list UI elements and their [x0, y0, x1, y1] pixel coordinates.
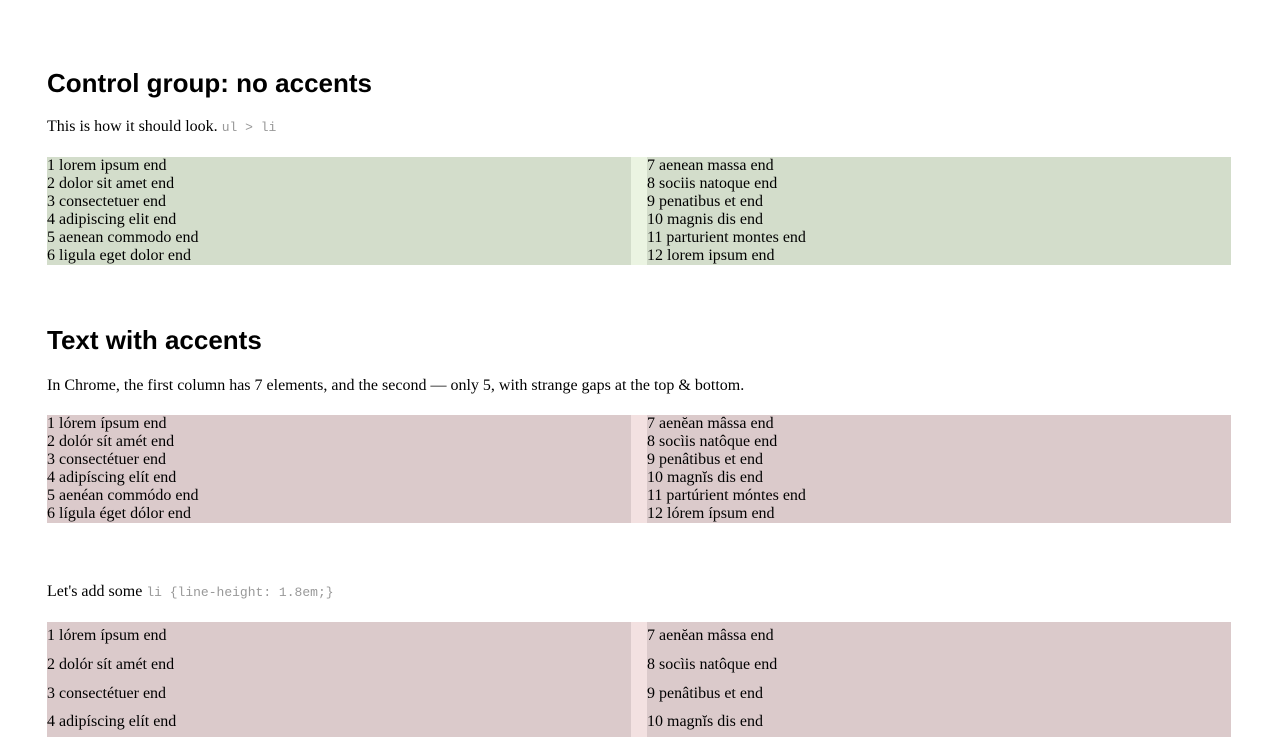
line-height-section [47, 523, 1231, 737]
accents-description: In Chrome, the first column has 7 elements, and the second — only 5, with strange gaps at the top & bottom. [47, 377, 745, 394]
list-item: 5 aenéan commódo end [47, 487, 199, 504]
column-gap [631, 157, 647, 265]
list-item: 4 adipíscing elít end [47, 469, 177, 486]
list-item: 3 consectetuer end [47, 193, 167, 210]
list-item: 2 dolór sít amét end [47, 655, 175, 673]
control-columns [47, 157, 1231, 265]
accents-column-1 [47, 415, 631, 523]
list-item: 1 lorem ipsum end [47, 157, 167, 174]
list-item: 10 magnis dis end [647, 211, 763, 228]
control-group-description [47, 117, 1231, 138]
list-item: 2 dolór sít amét end [47, 433, 175, 450]
list-item: 4 adipíscing elít end [47, 713, 177, 731]
list-item: 9 penâtibus et end [647, 451, 763, 468]
list-item: 9 penatibus et end [647, 193, 763, 210]
list-item: 4 adipiscing elit end [47, 211, 177, 228]
list-item: 7 aenĕan mâssa end [647, 627, 774, 644]
control-code-snippet: ul > li [221, 120, 277, 135]
list-item: 11 partúrient móntes end [647, 487, 806, 504]
accents-heading: Text with accents [47, 325, 262, 355]
list-item: 6 ligula eget dolor end [47, 247, 191, 264]
accents-column-2 [647, 415, 1231, 523]
column-gap [631, 415, 647, 523]
list-item: 8 socìis natôque end [647, 433, 778, 450]
list-item: 10 magnĭs dis end [647, 713, 763, 731]
list-item: 11 parturient montes end [647, 229, 806, 246]
control-column-2 [647, 157, 1231, 265]
list-item: 9 penâtibus et end [647, 684, 763, 702]
list-item: 12 lorem ipsum end [647, 247, 775, 264]
list-item: 8 socìis natôque end [647, 655, 778, 673]
list-item: 3 consectétuer end [47, 451, 167, 468]
control-column-1 [47, 157, 631, 265]
line-height-desc-text: Let's add some [47, 583, 143, 600]
control-group-section [47, 0, 1231, 265]
list-item: 12 lórem ípsum end [647, 505, 775, 522]
list-item: 2 dolor sit amet end [47, 175, 175, 192]
list-item: 7 aenean massa end [647, 157, 774, 174]
list-item: 3 consectétuer end [47, 684, 167, 702]
control-group-heading: Control group: no accents [47, 68, 372, 98]
list-item: 6 lígula éget dólor end [47, 505, 191, 522]
accents-columns [47, 415, 1231, 523]
list-item: 8 sociis natoque end [647, 175, 778, 192]
list-item: 5 aenean commodo end [47, 229, 199, 246]
list-item: 1 lórem ípsum end [47, 627, 167, 644]
line-height-code-snippet: li {line-height: 1.8em;} [146, 585, 334, 600]
control-desc-text: This is how it should look. [47, 118, 218, 135]
line-height-description [47, 582, 1231, 603]
list-item: 10 magnĭs dis end [647, 469, 763, 486]
list-item: 1 lórem ípsum end [47, 415, 167, 432]
list-item: 7 aenĕan mâssa end [647, 415, 774, 432]
accents-section [47, 265, 1231, 523]
